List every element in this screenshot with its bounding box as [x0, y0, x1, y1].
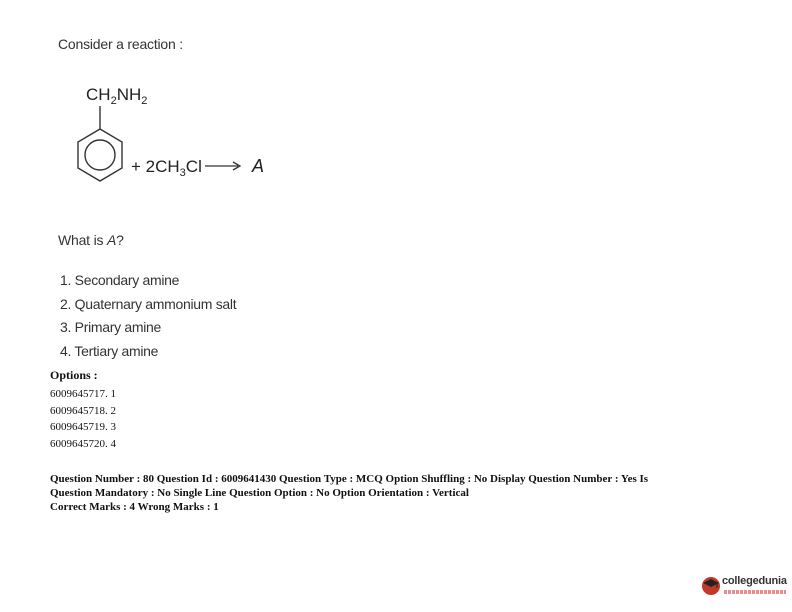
options-heading: Options : — [50, 368, 98, 382]
answer-choice: 4. Tertiary amine — [60, 342, 159, 359]
option-id-row: 6009645718. 2 — [50, 404, 116, 417]
option-id-row: 6009645719. 3 — [50, 421, 116, 433]
option-id-row: 6009645717. 1 — [50, 388, 116, 400]
answer-choice: 3. Primary amine — [60, 319, 162, 335]
graduation-cap-icon — [700, 574, 722, 596]
question-text-prefix: What is — [58, 232, 107, 248]
logo-tagline-line — [724, 590, 786, 594]
reaction-arrow-head — [233, 162, 240, 170]
question-prompt: Consider a reaction : — [58, 36, 183, 52]
question-text-suffix: ? — [116, 232, 124, 248]
question-metadata — [50, 472, 740, 514]
metadata-line: Question Number : 80 Question Id : 6009641430 Question Type : MCQ Option Shuffling : No Display Question Number : Yes Is — [50, 473, 649, 485]
question-text — [58, 232, 124, 248]
option-id-row: 6009645720. 4 — [50, 437, 116, 450]
benzene-ring — [78, 129, 122, 181]
answer-choice: 2. Quaternary ammonium salt — [60, 295, 237, 312]
collegedunia-logo — [700, 574, 790, 602]
metadata-line: Correct Marks : 4 Wrong Marks : 1 — [50, 501, 219, 513]
answer-choice: 1. Secondary amine — [60, 272, 180, 288]
reagent-label: + $2CH_3Cl$ — [131, 157, 202, 179]
product-label: A — [252, 156, 265, 176]
metadata-line: Question Mandatory : No Single Line Question Option : No Option Orientation : Vertical — [50, 487, 469, 499]
logo-text: collegedunia — [722, 575, 787, 587]
options-block — [50, 368, 116, 452]
question-variable: A — [106, 232, 117, 248]
benzene-aromatic-circle — [85, 140, 115, 170]
substituent-label: $CH_2NH_2$ — [86, 85, 148, 107]
answer-choices — [60, 271, 236, 365]
